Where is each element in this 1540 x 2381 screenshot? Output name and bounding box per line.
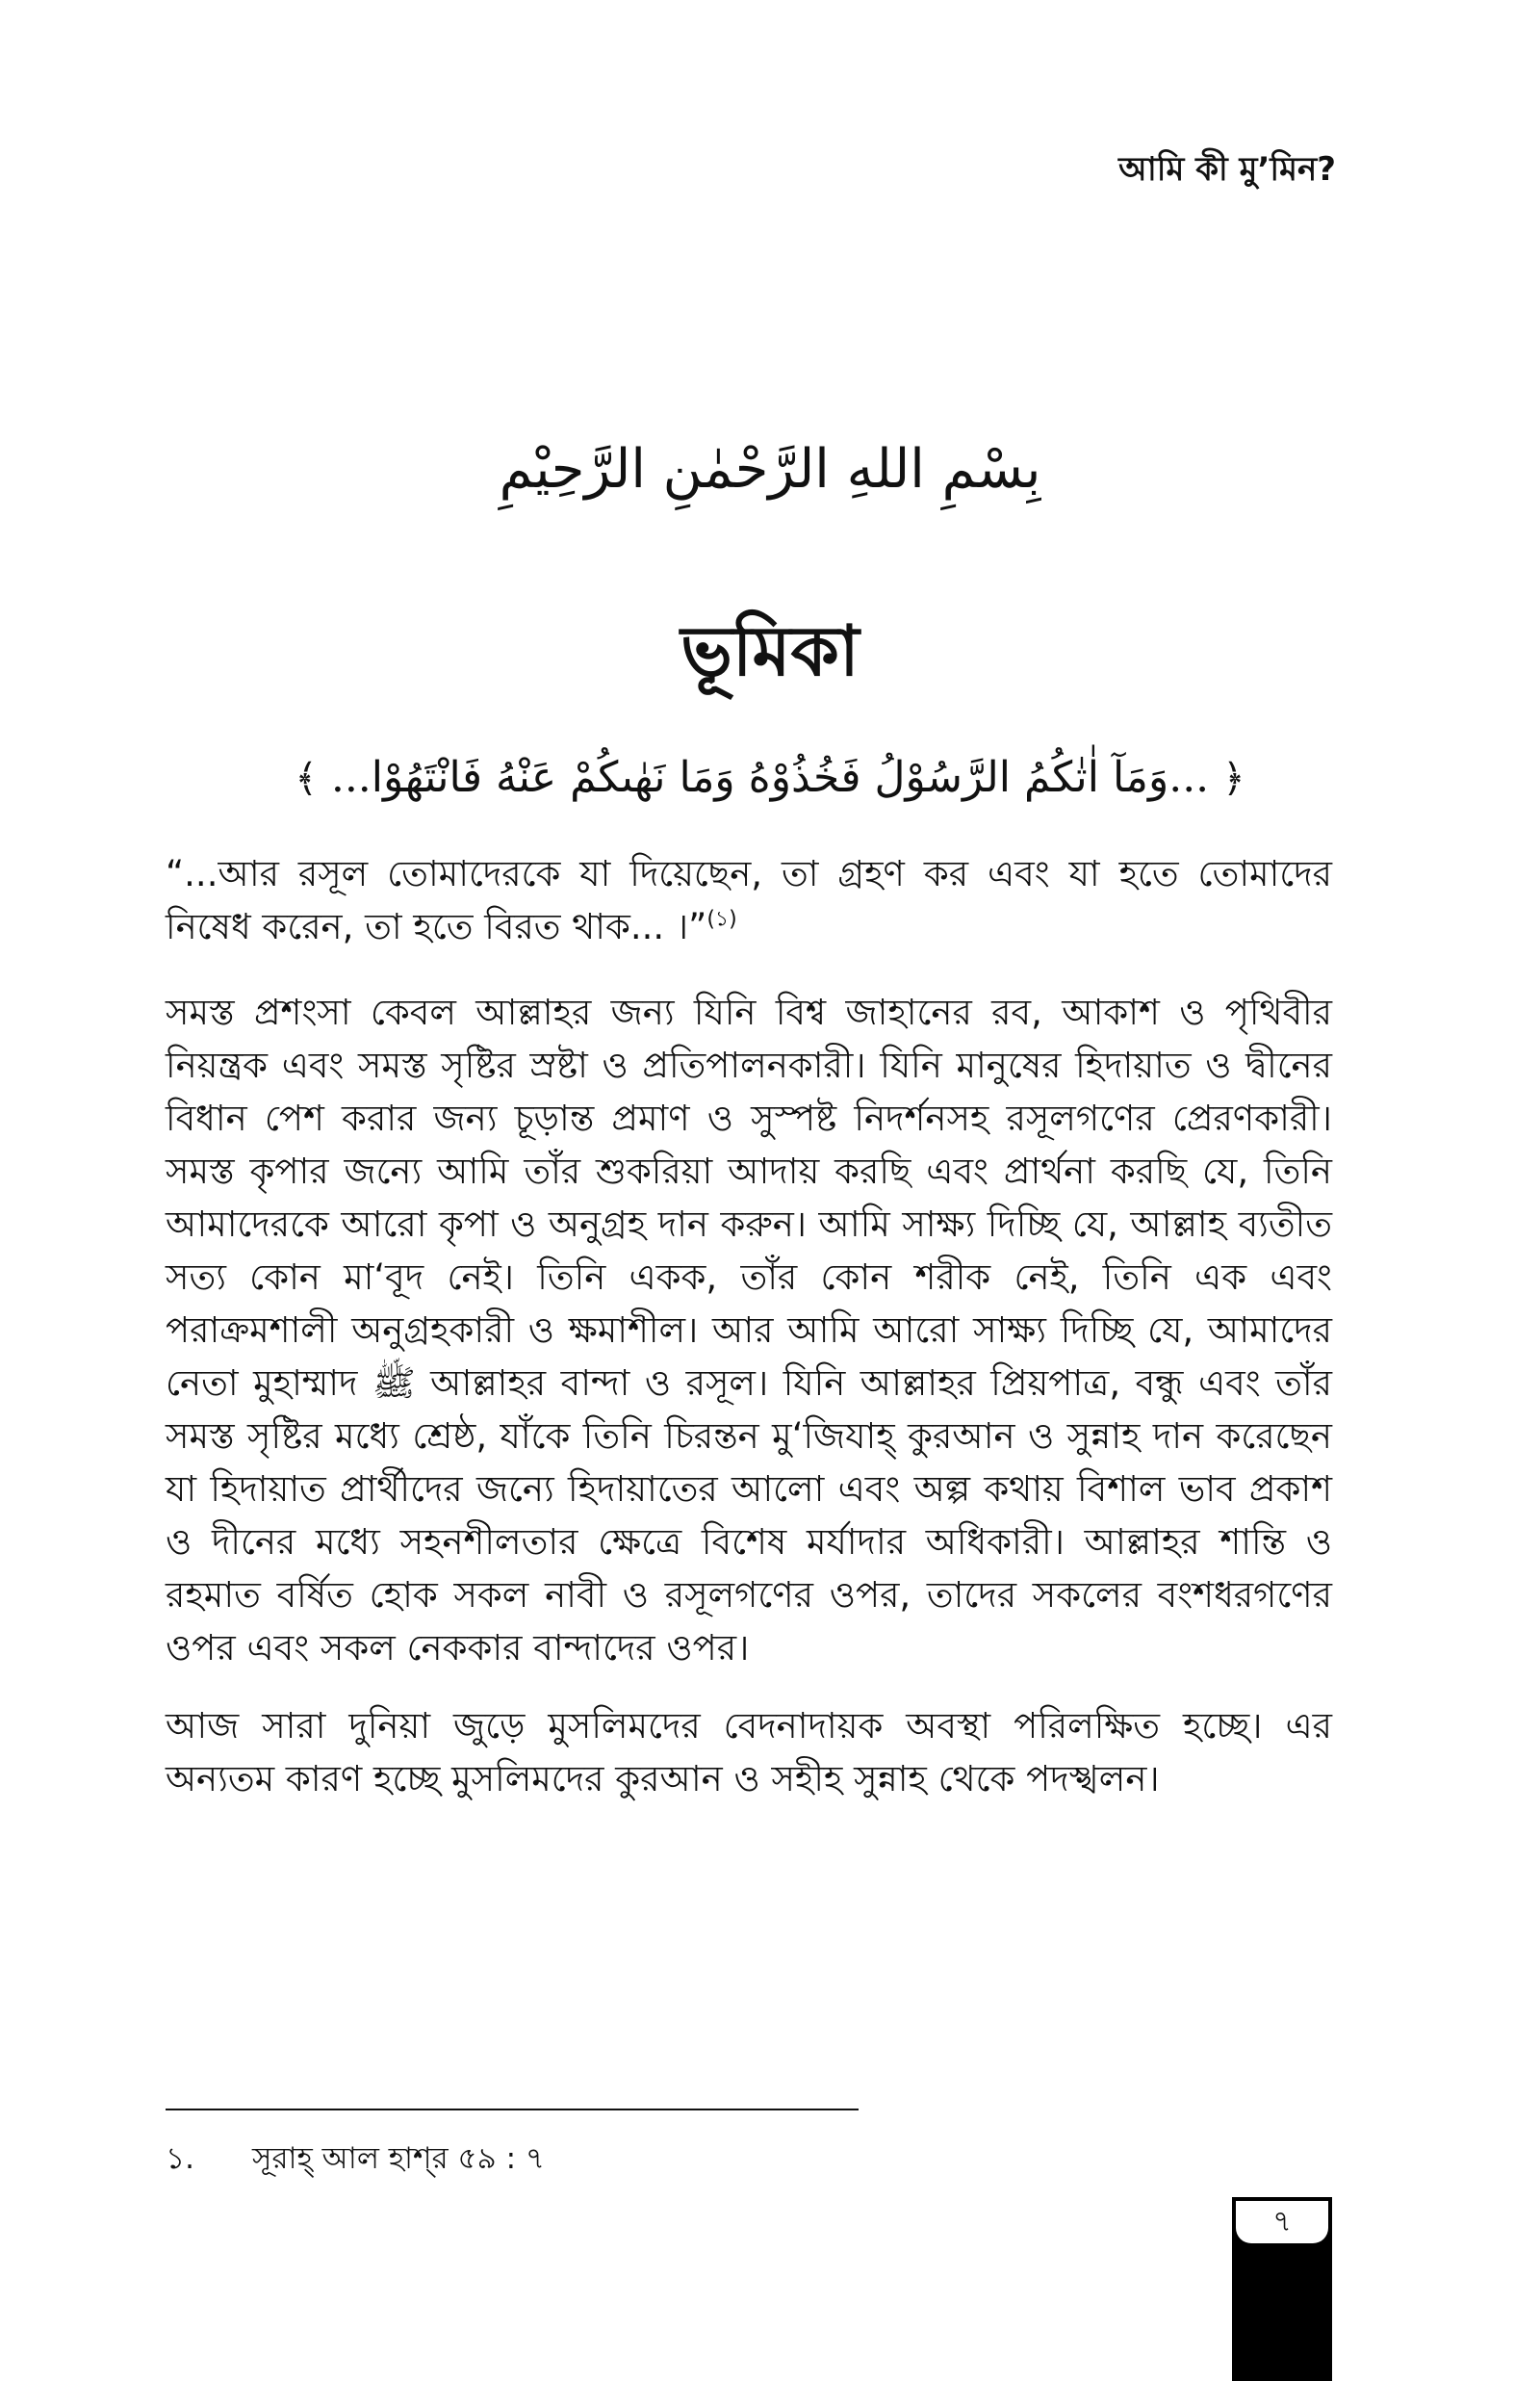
- page-tab: [1232, 2197, 1332, 2381]
- verse-translation: [166, 847, 1332, 953]
- footnote: [166, 2135, 545, 2186]
- footnote-divider: [166, 2109, 859, 2110]
- ornate-bracket-close: ﴾: [295, 757, 318, 801]
- footnote-number: ১.: [166, 2141, 194, 2176]
- verse-translation-text: “...আর রসূল তোমাদেরকে যা দিয়েছেন, তা গ্রহণ কর এবং যা হতে তোমাদের নিষেধ করেন, তা হতে বিরত থাক... ।”: [166, 853, 1332, 947]
- verse-arabic-text: ...وَمَآ اٰتٰكُمُ الرَّسُوْلُ فَخُذُوْهُ وَمَا نَهٰىكُمْ عَنْهُ فَانْتَهُوْا...: [330, 753, 1210, 802]
- running-header: আমি কী মু’মিন?: [1118, 150, 1336, 189]
- bismillah: بِسْمِ اللهِ الرَّحْمٰنِ الرَّحِيْمِ: [499, 438, 1041, 501]
- footnote-text: সূরাহ্ আল হাশ্‌র ৫৯ : ৭: [252, 2141, 546, 2176]
- quran-verse-arabic: [0, 753, 1540, 802]
- chapter-title: ভূমিকা: [680, 610, 860, 691]
- body-paragraph-2: আজ সারা দুনিয়া জুড়ে মুসলিমদের বেদনাদায়ক অবস্থা পরিলক্ষিত হচ্ছে। এর অন্যতম কারণ হচ্ছে মুসলিমদের কুরআন ও সহীহ সুন্নাহ থেকে পদস্খলন।: [166, 1705, 1332, 1799]
- main-content: [166, 847, 1332, 1830]
- body-paragraph-1: সমস্ত প্রশংসা কেবল আল্লাহর জন্য যিনি বিশ্ব জাহানের রব, আকাশ ও পৃথিবীর নিয়ন্ত্রক এবং সমস্ত সৃষ্টির স্রষ্টা ও প্রতিপালনকারী। যিনি মানুষের হিদায়াত ও দ্বীনের বিধান পেশ করার জন্য চূড়ান্ত প্রমাণ ও সুস্পষ্ট নিদর্শনসহ রসূলগণের প্রেরণকারী। সমস্ত কৃপার জন্যে আমি তাঁর শুকরিয়া আদায় করছি এবং প্রার্থনা করছি যে, তিনি আমাদেরকে আরো কৃপা ও অনুগ্রহ দান করুন। আমি সাক্ষ্য দিচ্ছি যে, আল্লাহ ব্যতীত সত্য কোন মা‘বূদ নেই। তিনি একক, তাঁর কোন শরীক নেই, তিনি এক এবং পরাক্রমশালী অনুগ্রহকারী ও ক্ষমাশীল। আর আমি আরো সাক্ষ্য দিচ্ছি যে, আমাদের নেতা মুহাম্মাদ ﷺ আল্লাহর বান্দা ও রসূল। যিনি আল্লাহর প্রিয়পাত্র, বন্ধু এবং তাঁর সমস্ত সৃষ্টির মধ্যে শ্রেষ্ঠ, যাঁকে তিনি চিরন্তন মু‘জিযাহ্ কুরআন ও সুন্নাহ দান করেছেন যা হিদায়াত প্রার্থীদের জন্যে হিদায়াতের আলো এবং অল্প কথায় বিশাল ভাব প্রকাশ ও দীনের মধ্যে সহনশীলতার ক্ষেত্রে বিশেষ মর্যাদার অধিকারী। আল্লাহর শান্তি ও রহমাত বর্ষিত হোক সকল নাবী ও রসূলগণের ওপর, তাদের সকলের বংশধরগণের ওপর এবং সকল নেককার বান্দাদের ওপর।: [166, 992, 1332, 1669]
- footnote-reference: (১): [706, 907, 737, 932]
- ornate-bracket-open: ﴿: [1222, 757, 1245, 801]
- page-number: ৭: [1236, 2201, 1328, 2243]
